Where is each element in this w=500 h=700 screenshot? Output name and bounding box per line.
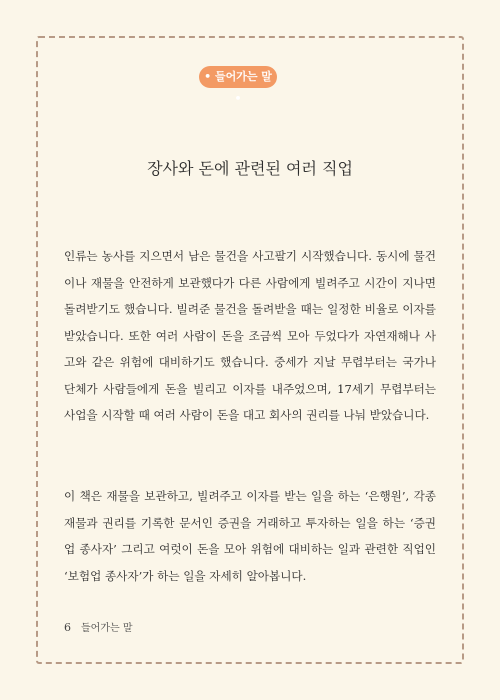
page-number: 6 [64,621,71,634]
page-footer [64,620,132,636]
section-badge: • 들어가는 말 • [199,66,277,88]
body-paragraph-2: 이 책은 재물을 보관하고, 빌려주고 이자를 받는 일을 하는 ‘은행원’, 각종 재물과 권리를 기록한 문서인 증권을 거래하고 투자하는 일을 하는 ‘증권업 종사자’ 그리고 여럿이 돈을 모아 위험에 대비하는 일과 관련한 직업인 ‘보험업 종사자’가 하는 일을 자세히 알아봅니다. [64,489,436,583]
body-paragraph-1: 인류는 농사를 지으면서 남은 물건을 사고팔기 시작했습니다. 동시에 물건이나 재물을 안전하게 보관했다가 다른 사람에게 빌려주고 시간이 지나면 돌려받기도 했습니다. 빌려준 물건을 돌려받을 때는 일정한 비율로 이자를 받았습니다. 또한 여러 사람이 돈을 조금씩 모아 두었다가 자연재해나 사고와 같은 위험에 대비하기도 했습니다. 중세가 지날 무렵부터는 국가나 단체가 사람들에게 돈을 빌리고 이자를 내주었으며, 17세기 무렵부터는 사업을 시작할 때 여러 사람이 돈을 대고 회사의 권리를 나눠 받았습니다. [64,249,436,422]
footer-section-label: 들어가는 말 [81,623,133,634]
page-title: 장사와 돈에 관련된 여러 직업 [147,159,353,178]
